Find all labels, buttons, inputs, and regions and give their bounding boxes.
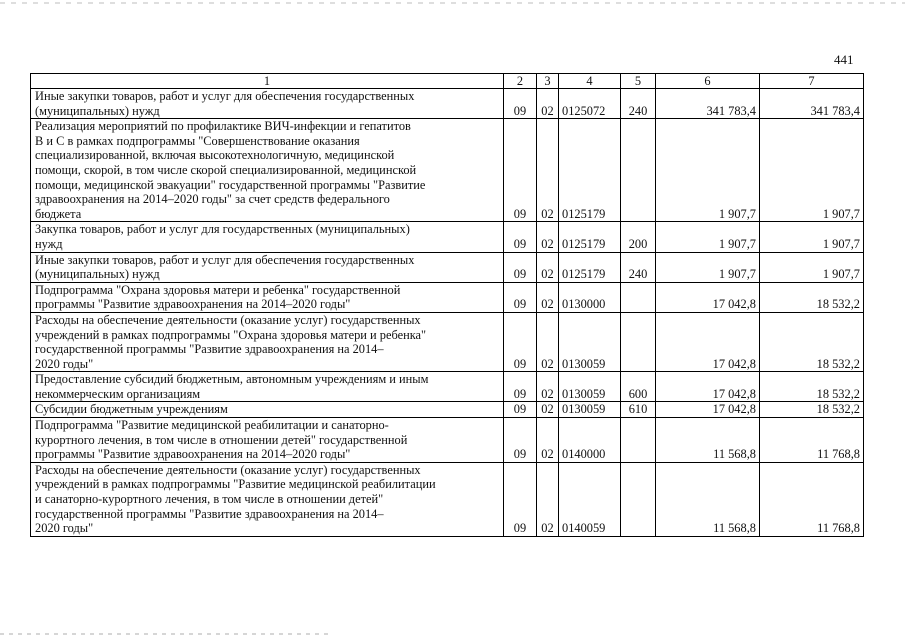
row-description: Закупка товаров, работ и услуг для государственных (муниципальных) нужд [31,222,504,252]
table-row [31,402,864,418]
row-amount-col6: 1 907,7 [656,222,760,252]
row-target-article: 0125179 [559,252,621,282]
row-description: Иные закупки товаров, работ и услуг для обеспечения государственных (муниципальных) нужд [31,252,504,282]
row-expense-type: 610 [621,402,656,418]
row-amount-col6: 11 568,8 [656,418,760,463]
table-header-row [31,74,864,89]
row-target-article: 0125179 [559,222,621,252]
row-expense-type [621,312,656,371]
row-amount-col7: 18 532,2 [760,402,864,418]
row-subsection-code: 02 [537,402,559,418]
table-row [31,462,864,536]
row-expense-type [621,119,656,222]
row-section-code: 09 [504,282,537,312]
row-expense-type [621,462,656,536]
row-amount-col7: 1 907,7 [760,119,864,222]
row-subsection-code: 02 [537,222,559,252]
row-amount-col6: 341 783,4 [656,89,760,119]
row-amount-col6: 11 568,8 [656,462,760,536]
column-header-6: 6 [656,74,760,89]
table-row [31,252,864,282]
row-description: Реализация мероприятий по профилактике ВИЧ-инфекции и гепатитов В и С в рамках подпрограммы "Совершенствование оказания специализированной, включая высокотехнологичную, медицинской помощи, скорой, в том числе скорой специализированной, медицинской помощи, медицинской эвакуации" государственной программы "Развитие здравоохранения на 2014–2020 годы" за счет средств федерального бюджета [31,119,504,222]
row-target-article: 0125072 [559,89,621,119]
column-header-5: 5 [621,74,656,89]
column-header-4: 4 [559,74,621,89]
column-header-2: 2 [504,74,537,89]
row-section-code: 09 [504,119,537,222]
row-description: Подпрограмма "Охрана здоровья матери и ребенка" государственной программы "Развитие здравоохранения на 2014–2020 годы" [31,282,504,312]
row-target-article: 0140059 [559,462,621,536]
row-subsection-code: 02 [537,252,559,282]
row-target-article: 0130059 [559,402,621,418]
row-subsection-code: 02 [537,312,559,371]
row-amount-col6: 1 907,7 [656,252,760,282]
row-target-article: 0130059 [559,312,621,371]
row-section-code: 09 [504,312,537,371]
column-header-1: 1 [31,74,504,89]
row-expense-type [621,282,656,312]
table-row [31,418,864,463]
table-row [31,312,864,371]
row-amount-col6: 17 042,8 [656,402,760,418]
row-amount-col7: 18 532,2 [760,282,864,312]
scan-artifact-bottom [0,633,330,635]
row-section-code: 09 [504,418,537,463]
row-description: Расходы на обеспечение деятельности (оказание услуг) государственных учреждений в рамках подпрограммы "Развитие медицинской реабилитации и санаторно-курортного лечения, в том числе в отношении детей" государственной программы "Развитие здравоохранения на 2014– 2020 годы" [31,462,504,536]
row-subsection-code: 02 [537,119,559,222]
row-amount-col6: 17 042,8 [656,282,760,312]
row-subsection-code: 02 [537,282,559,312]
row-amount-col7: 11 768,8 [760,418,864,463]
row-description: Субсидии бюджетным учреждениям [31,402,504,418]
row-target-article: 0125179 [559,119,621,222]
row-amount-col7: 18 532,2 [760,312,864,371]
table-row [31,372,864,402]
row-subsection-code: 02 [537,89,559,119]
row-amount-col6: 1 907,7 [656,119,760,222]
budget-table [30,73,864,537]
row-expense-type: 240 [621,252,656,282]
row-amount-col7: 18 532,2 [760,372,864,402]
row-subsection-code: 02 [537,418,559,463]
table-row [31,222,864,252]
page-number: 441 [834,52,854,67]
row-target-article: 0130000 [559,282,621,312]
scan-artifact-top [0,2,905,4]
table-row [31,89,864,119]
row-section-code: 09 [504,462,537,536]
row-expense-type [621,418,656,463]
row-amount-col7: 1 907,7 [760,252,864,282]
row-section-code: 09 [504,222,537,252]
row-section-code: 09 [504,252,537,282]
row-section-code: 09 [504,372,537,402]
row-section-code: 09 [504,89,537,119]
table-row [31,119,864,222]
row-subsection-code: 02 [537,462,559,536]
row-amount-col7: 1 907,7 [760,222,864,252]
row-description: Подпрограмма "Развитие медицинской реабилитации и санаторно- курортного лечения, в том числе в отношении детей" государственной программы "Развитие здравоохранения на 2014–2020 годы" [31,418,504,463]
row-expense-type: 600 [621,372,656,402]
row-amount-col7: 341 783,4 [760,89,864,119]
row-description: Расходы на обеспечение деятельности (оказание услуг) государственных учреждений в рамках подпрограммы "Охрана здоровья матери и ребенка" государственной программы "Развитие здравоохранения на 2014– 2020 годы" [31,312,504,371]
row-expense-type: 240 [621,89,656,119]
row-description: Иные закупки товаров, работ и услуг для обеспечения государственных (муниципальных) нужд [31,89,504,119]
row-description: Предоставление субсидий бюджетным, автономным учреждениям и иным некоммерческим организациям [31,372,504,402]
column-header-3: 3 [537,74,559,89]
row-section-code: 09 [504,402,537,418]
row-target-article: 0140000 [559,418,621,463]
row-subsection-code: 02 [537,372,559,402]
row-amount-col7: 11 768,8 [760,462,864,536]
row-amount-col6: 17 042,8 [656,312,760,371]
column-header-7: 7 [760,74,864,89]
row-amount-col6: 17 042,8 [656,372,760,402]
row-target-article: 0130059 [559,372,621,402]
table-row [31,282,864,312]
row-expense-type: 200 [621,222,656,252]
